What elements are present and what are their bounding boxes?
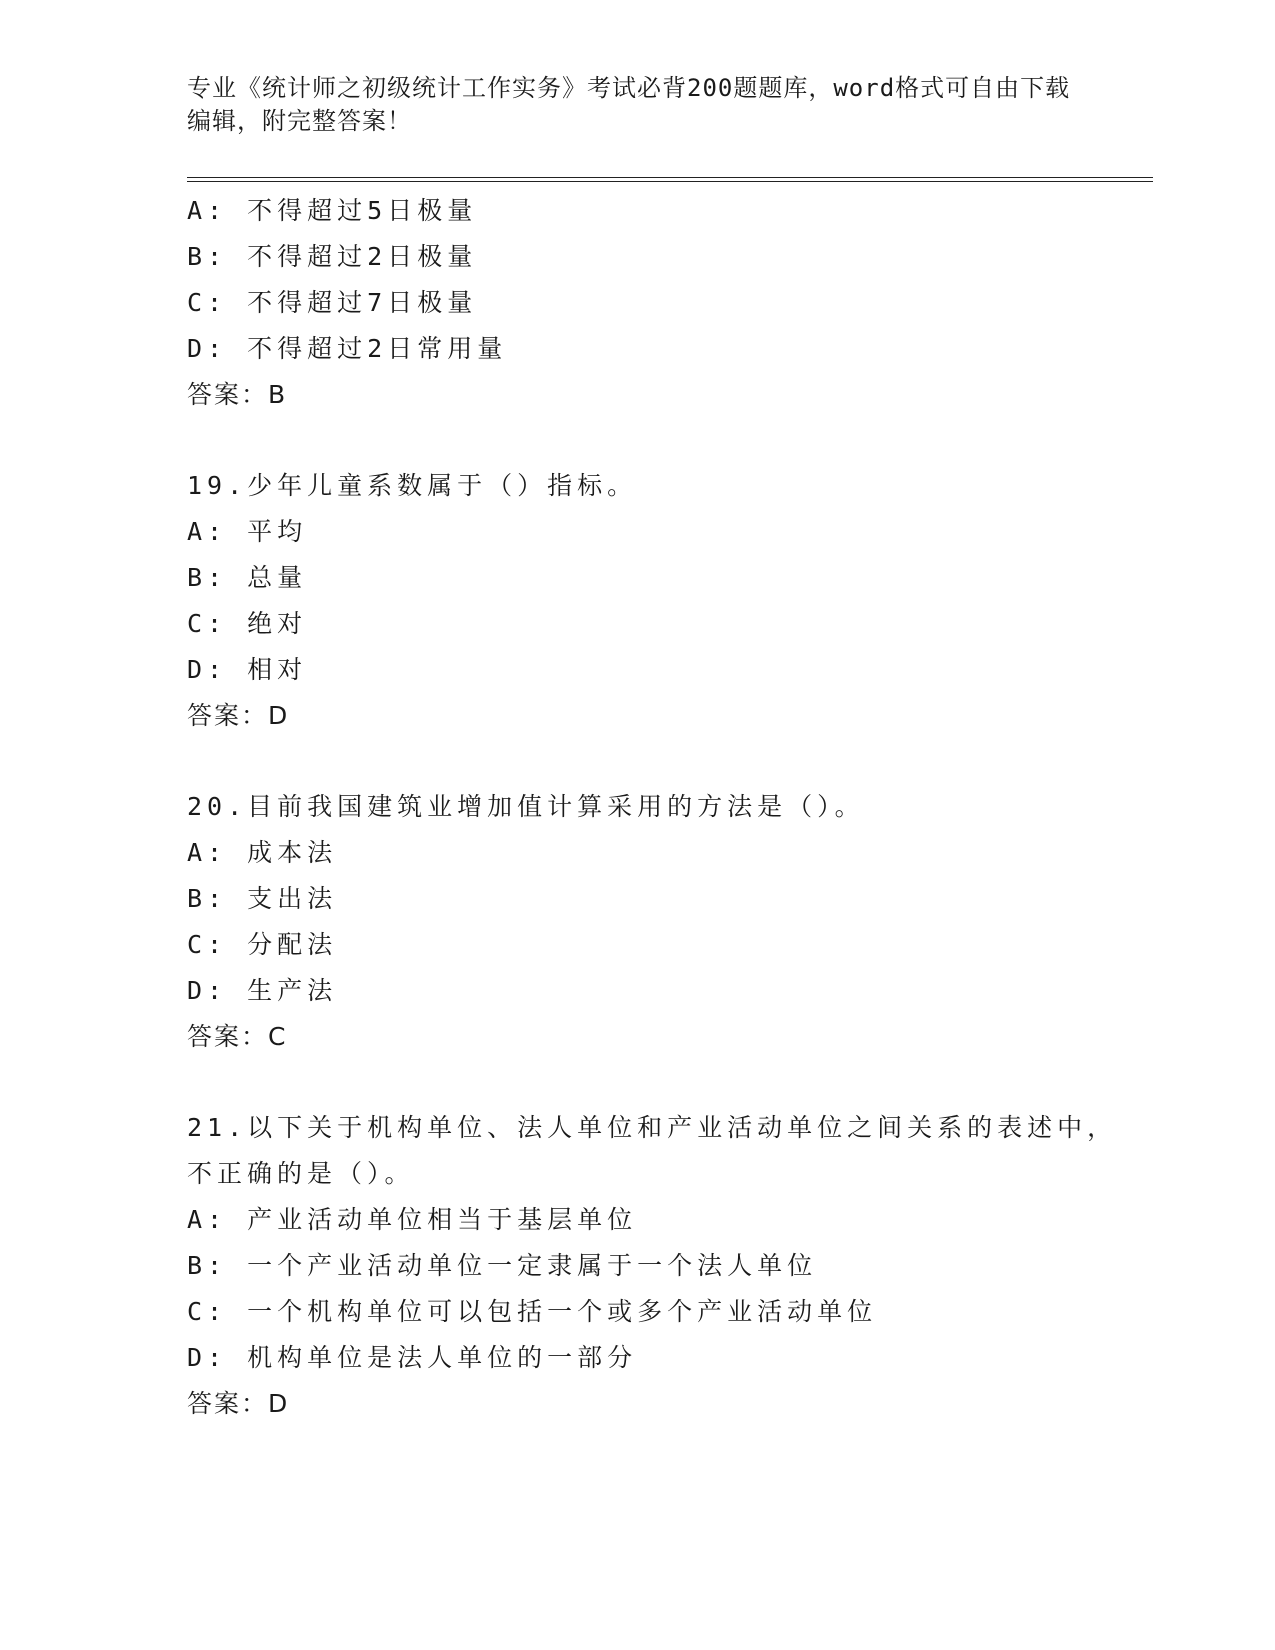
header-divider [187,177,1153,182]
question-21 [187,1105,1118,1427]
option-a: A: 平均 [187,517,308,546]
option-c: C: 一个机构单位可以包括一个或多个产业活动单位 [187,1297,878,1326]
answer: 答案：D [187,1389,290,1418]
question-stem-line-2: 不正确的是（）。 [187,1159,415,1188]
option-c: C: 绝对 [187,609,308,638]
option-d: D: 生产法 [187,976,338,1005]
answer: 答案：C [187,1022,288,1051]
option-a: A: 成本法 [187,838,338,867]
option-b: B: 一个产业活动单位一定隶属于一个法人单位 [187,1251,818,1280]
question-stem: 19.少年儿童系数属于（）指标。 [187,471,638,500]
spacer [187,739,1087,784]
spacer [187,1060,1087,1105]
question-list [187,188,1118,1427]
option-c: C: 不得超过7日极量 [187,288,478,317]
answer: 答案：B [187,380,288,409]
option-b: B: 不得超过2日极量 [187,242,478,271]
question-19 [187,463,1087,739]
question-18 [187,188,1087,418]
option-d: D: 不得超过2日常用量 [187,334,508,363]
option-d: D: 相对 [187,655,308,684]
option-a: A: 产业活动单位相当于基层单位 [187,1205,638,1234]
option-b: B: 总量 [187,563,308,592]
question-20 [187,784,1087,1060]
header-line-1: 专业《统计师之初级统计工作实务》考试必背200题题库，word格式可自由下载 [187,74,1071,102]
spacer [187,418,1087,463]
question-stem-line-1: 21.以下关于机构单位、法人单位和产业活动单位之间关系的表述中， [187,1113,1118,1142]
option-b: B: 支出法 [187,884,338,913]
option-c: C: 分配法 [187,930,338,959]
option-a: A: 不得超过5日极量 [187,196,478,225]
answer: 答案：D [187,701,290,730]
question-stem: 20.目前我国建筑业增加值计算采用的方法是（）。 [187,792,865,821]
header-line-2: 编辑，附完整答案！ [187,107,412,135]
option-d: D: 机构单位是法人单位的一部分 [187,1343,638,1372]
document-header [187,72,1077,138]
